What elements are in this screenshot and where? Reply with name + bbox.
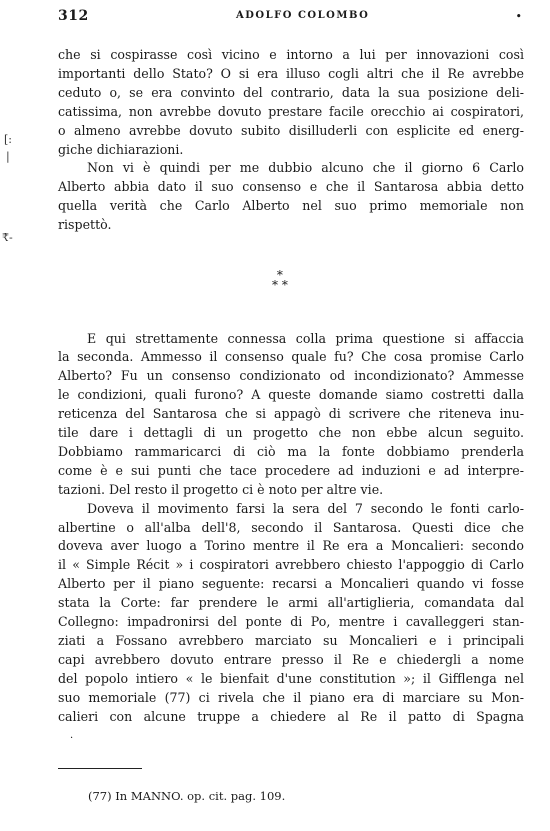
text-line: il « Simple Récit » i cospiratori avrebbero chiesto l'appoggio di Carlo — [58, 557, 524, 573]
section-gap — [58, 292, 524, 311]
text-line: rispettò. — [58, 217, 112, 233]
text-line: ziati a Fossano avrebbero marciato su Moncalieri e i principali — [58, 633, 524, 649]
page-number: 312 — [58, 8, 89, 24]
text-line: del popolo intiero « le bienfait d'une constitution »; il Gifflenga nel — [58, 670, 524, 686]
text-line: o almeno avrebbe dovuto subito disilluderli con esplicite ed energ- — [58, 122, 524, 138]
margin-mark: ₹- — [2, 231, 13, 244]
text-line: albertine o all'alba dell'8, secondo il Santarosa. Questi dice che — [58, 519, 524, 535]
section-separator — [272, 270, 288, 290]
text-line: Alberto abbia dato il suo consenso e che il Santarosa abbia detto — [58, 179, 524, 195]
body-text — [58, 46, 524, 727]
separator-asterisk: * — [276, 268, 283, 282]
text-line: E qui strettamente connessa colla prima questione si affaccia — [87, 330, 524, 346]
text-line: reticenza del Santarosa che si appagò di scrivere che riteneva inu- — [58, 406, 524, 422]
running-head: ADOLFO COLOMBO — [236, 10, 370, 21]
text-line: giche dichiarazioni. — [58, 141, 184, 157]
text-line: quella verità che Carlo Alberto nel suo primo memoriale non — [58, 198, 524, 214]
header-ornament: • — [515, 10, 522, 23]
footnote: (77) In MANNO. op. cit. pag. 109. — [88, 789, 286, 803]
margin-mark: [: — [4, 133, 12, 146]
text-line: tazioni. Del resto il progetto ci è noto per altre vie. — [58, 481, 384, 497]
section-gap — [58, 235, 524, 254]
stray-mark: · — [70, 733, 74, 744]
text-line: capi avrebbero dovuto entrare presso il Re e chiedergli a nome — [58, 651, 524, 667]
separator-asterisks: * * — [272, 278, 288, 292]
text-line: come è e sui punti che tace procedere ad induzioni e ad interpre- — [58, 462, 524, 478]
text-line: ceduto o, se era convinto del contrario, data la sua posizione deli- — [58, 84, 524, 100]
text-line: tile dare i dettagli di un progetto che non ebbe alcun seguito. — [58, 425, 524, 441]
text-line: catissima, non avrebbe dovuto prestare facile orecchio ai cospiratori, — [58, 103, 524, 119]
section-gap — [58, 311, 524, 330]
text-line: Non vi è quindi per me dubbio alcuno che il giorno 6 Carlo — [87, 160, 524, 176]
section-gap — [58, 273, 524, 292]
text-line: Alberto per il piano seguente: recarsi a Moncalieri quando vi fosse — [58, 576, 524, 592]
text-line: doveva aver luogo a Torino mentre il Re era a Moncalieri: secondo — [58, 538, 524, 554]
text-line: importanti dello Stato? O si era illuso cogli altri che il Re avrebbe — [58, 65, 524, 81]
text-line: suo memoriale (77) ci rivela che il piano era di marciare su Mon- — [58, 689, 524, 705]
text-line: calieri con alcune truppe a chiedere al Re il patto di Spagna — [58, 708, 524, 724]
footnote-divider — [58, 768, 142, 769]
text-line: stata la Corte: far prendere le armi all'artiglieria, comandata dal — [58, 595, 524, 611]
page-header — [58, 8, 522, 28]
margin-mark: | — [6, 150, 10, 163]
text-line: Collegno: impadronirsi del ponte di Po, mentre i cavalleggeri stan- — [58, 614, 524, 630]
section-gap — [58, 254, 524, 273]
text-line: Dobbiamo rammaricarci di ciò ma la fonte dobbiamo prenderla — [58, 443, 524, 459]
text-line: Alberto? Fu un consenso condizionato od incondizionato? Ammesse — [58, 368, 524, 384]
text-line: che si cospirasse così vicino e intorno a lui per innovazioni così — [58, 47, 524, 62]
text-line: le condizioni, quali furono? A queste domande siamo costretti dalla — [58, 387, 524, 403]
text-line: Doveva il movimento farsi la sera del 7 secondo le fonti carlo- — [87, 500, 524, 516]
text-line: la seconda. Ammesso il consenso quale fu? Che cosa promise Carlo — [58, 349, 524, 365]
